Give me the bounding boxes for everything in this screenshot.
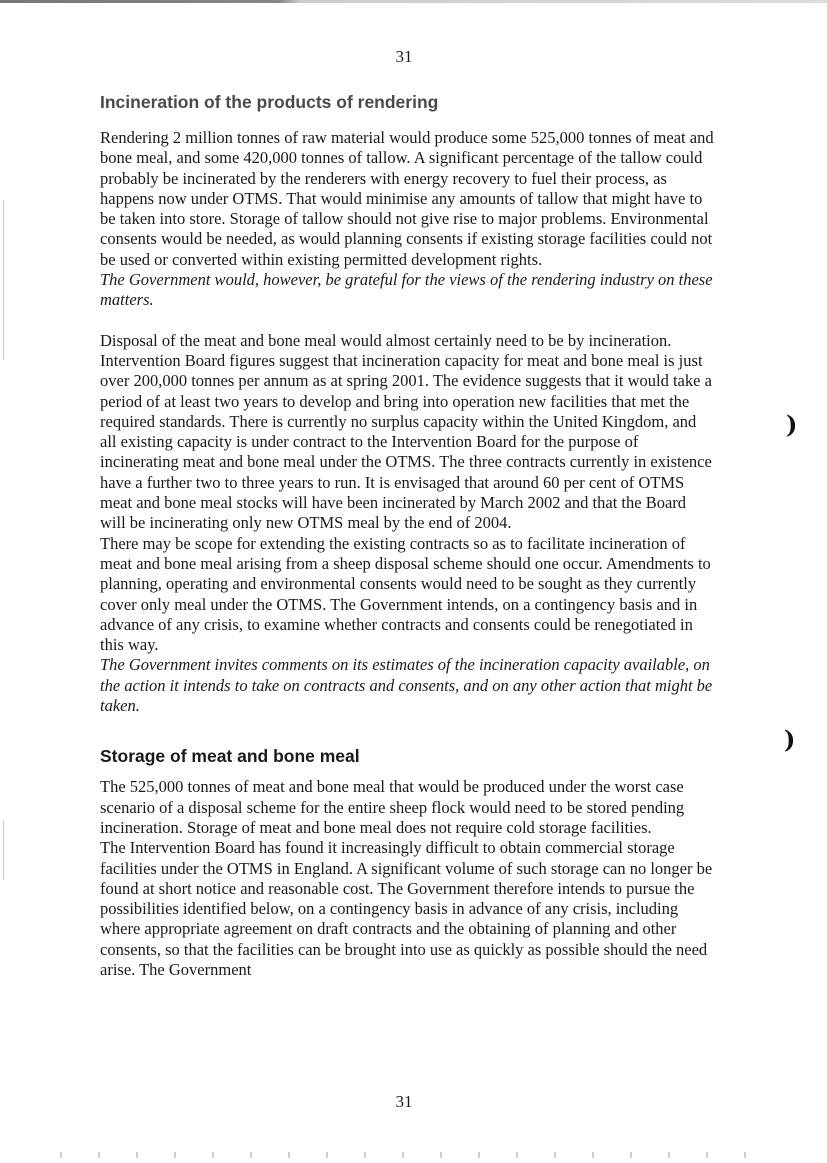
scan-margin-line	[3, 820, 4, 880]
paragraph: There may be scope for extending the existing contracts so as to facilitate incineration of meat and bone meal arising from a sheep disposal scheme should one occur. Amendments to planning, operating and environmental consents would need to be sought as they currently cover only meal under the OTMS. The Government intends, on a contingency basis and in advance of any crisis, to examine whether contracts and consents could be renegotiated in this way.	[100, 533, 711, 655]
document-body	[100, 90, 714, 980]
binder-hole-mark: )	[786, 410, 798, 439]
section-heading-storage: Storage of meat and bone meal	[100, 746, 360, 767]
paragraph: The 525,000 tonnes of meat and bone meal that would be produced under the worst case scenario of a disposal scheme for the entire sheep flock would need to be stored pending incineration. Storage of meat and bone meal does not require cold storage facilities.	[100, 777, 685, 837]
section-heading-incineration: Incineration of the products of rendering	[100, 92, 439, 112]
paragraph-italic-request: The Government would, however, be grateful for the views of the rendering industry on these matters.	[100, 270, 713, 310]
paragraph: The Intervention Board has found it increasingly difficult to obtain commercial storage facilities under the OTMS in England. A significant volume of such storage can no longer be found at short notice and reasonable cost. The Government therefore intends to pursue the possibilities identified below, on a contingency basis in advance of any crisis, including where appropriate agreement on draft contracts and the obtaining of planning and other consents, so that the facilities can be brought into use as quickly as possible should the need arise. The Government	[100, 838, 713, 979]
paragraph-italic-request: The Government invites comments on its estimates of the incineration capacity available, on the action it intends to take on contracts and consents, and on any other action that might be taken.	[100, 655, 713, 716]
paragraph: Rendering 2 million tonnes of raw material would produce some 525,000 tonnes of meat and bone meal, and some 420,000 tonnes of tallow. A significant percentage of the tallow could probably be incinerated by the renderers with energy recovery to fuel their process, as happens now under OTMS. That would minimise any amounts of tallow that might have to be taken into store. Storage of tallow should not give rise to major problems. Environmental consents would be needed, as would planning consents if existing storage facilities could not be used or converted within existing permitted development rights.	[100, 128, 714, 269]
binder-hole-mark: )	[784, 725, 796, 754]
page-number-bottom: 31	[395, 1092, 413, 1111]
scan-margin-line	[3, 200, 4, 360]
scan-noise	[60, 1152, 760, 1158]
paragraph: Disposal of the meat and bone meal would almost certainly need to be by incineration. Intervention Board figures suggest that incineration capacity for meat and bone meal is just over 200,000 tonnes per annum as at spring 2001. The evidence suggests that it would take a period of at least two years to develop and bring into operation new facilities that met the required standards. There is currently no surplus capacity within the United Kingdom, and all existing capacity is under contract to the Intervention Board for the purpose of incinerating meat and bone meal under the OTMS. The three contracts currently in existence have a further two to three years to run. It is envisaged that around 60 per cent of OTMS meat and bone meal stocks will have been incinerated by March 2002 and that the Board will be incinerating only new OTMS meal by the end of 2004.	[100, 330, 712, 533]
page-number-top: 31	[395, 47, 413, 66]
top-scan-rule	[0, 0, 827, 3]
